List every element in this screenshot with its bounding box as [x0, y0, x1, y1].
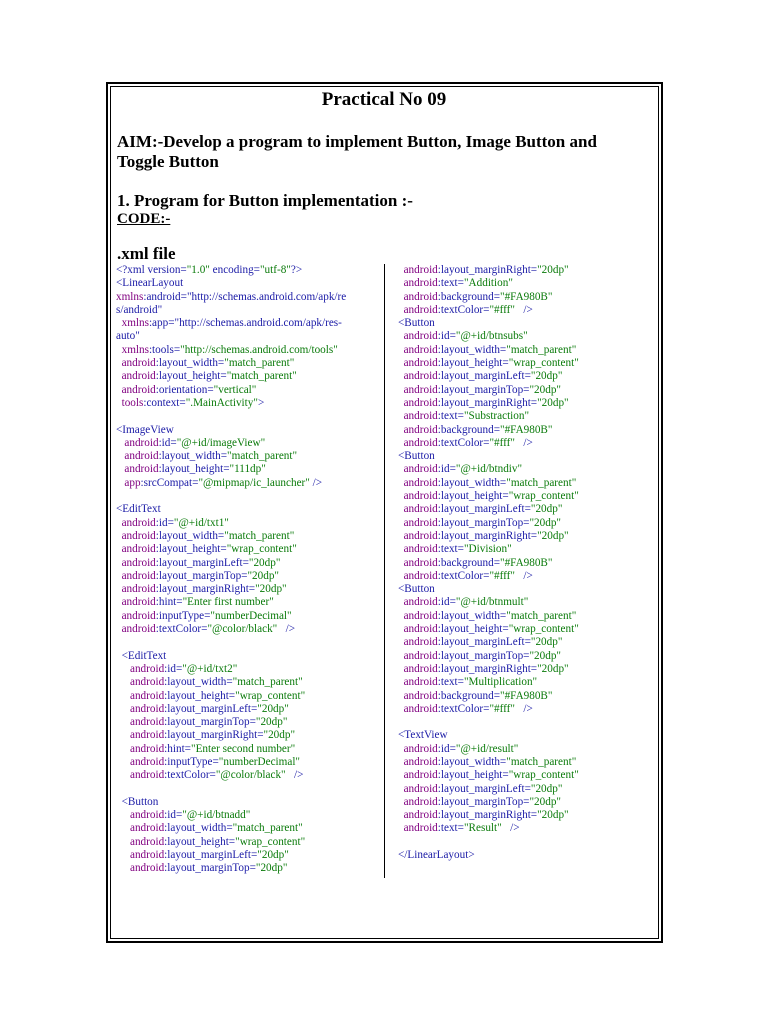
code-line: android:background="#FA980B" [403, 556, 553, 569]
code-line [116, 410, 346, 423]
code-line: <TextView [398, 729, 448, 742]
code-line: android:layout_width="match_parent" [403, 476, 577, 489]
code-line: android:textColor="@color/black" /> [129, 769, 304, 782]
code-line: auto" [116, 330, 140, 343]
code-line: android:id="@+id/btnmult" [403, 596, 529, 609]
code-line: xmlns:app="http://schemas.android.com/apk/res- [121, 317, 342, 330]
code-line: android:layout_marginTop="20dp" [403, 795, 561, 808]
code-line: android:text="Addition" [403, 277, 513, 290]
code-line: <?xml version="1.0" encoding="utf-8"?> [116, 264, 303, 276]
code-line: android:orientation="vertical" [121, 383, 257, 396]
page-title: Practical No 09 [321, 89, 447, 110]
code-line: android:background="#FA980B" [403, 423, 553, 436]
code-line: android:text="Result" /> [403, 822, 520, 835]
code-line: android:layout_marginTop="20dp" [403, 516, 561, 529]
file-label: .xml file [117, 244, 176, 263]
code-line: app:srcCompat="@mipmap/ic_launcher" /> [124, 476, 323, 489]
code-line: android:layout_height="match_parent" [121, 370, 297, 383]
code-line: android:text="Substraction" [403, 410, 530, 423]
code-line: android:layout_width="match_parent" [403, 755, 577, 768]
aim-heading: AIM:-Develop a program to implement Button, Image Button and Toggle Button [117, 132, 597, 171]
code-line: android:layout_width="match_parent" [403, 609, 577, 622]
code-line: android:layout_marginLeft="20dp" [129, 702, 289, 715]
code-line: android:layout_height="wrap_content" [121, 543, 297, 556]
code-line: <ImageView [116, 423, 174, 436]
code-line: android:layout_height="wrap_content" [403, 623, 579, 636]
code-line: android:layout_width="match_parent" [121, 529, 295, 542]
code-line: xmlns:android="http://schemas.android.com/apk/re [116, 290, 347, 303]
code-line: android:inputType="numberDecimal" [121, 609, 292, 622]
code-line: android:layout_marginRight="20dp" [121, 583, 287, 596]
code-line: android:layout_width="match_parent" [121, 357, 295, 370]
code-line: android:layout_height="wrap_content" [129, 689, 306, 702]
code-line: <Button [398, 317, 435, 330]
code-line: android:layout_marginRight="20dp" [403, 396, 569, 409]
code-line: android:id="@+id/txt2" [129, 662, 238, 675]
code-line: </LinearLayout> [398, 849, 475, 862]
code-line: android:background="#FA980B" [403, 689, 553, 702]
code-line [398, 716, 579, 729]
code-line: s/android" [116, 303, 163, 316]
code-line: android:id="@+id/imageView" [124, 436, 266, 449]
code-line: android:layout_marginRight="20dp" [129, 729, 296, 742]
code-line: android:textColor="#fff" /> [403, 436, 533, 449]
code-line: android:text="Multiplication" [403, 676, 538, 689]
code-line: xmlns:tools="http://schemas.android.com/tools" [121, 343, 338, 356]
code-line: android:hint="Enter second number" [129, 742, 296, 755]
code-line: android:layout_marginRight="20dp" [403, 529, 569, 542]
code-line: <LinearLayout [116, 277, 184, 290]
code-column-left [116, 264, 346, 876]
code-line: android:layout_marginLeft="20dp" [121, 556, 281, 569]
code-line: android:layout_height="wrap_content" [403, 769, 579, 782]
column-divider [384, 264, 385, 878]
code-line: android:layout_width="match_parent" [403, 343, 577, 356]
code-line: android:background="#FA980B" [403, 290, 553, 303]
code-line [398, 836, 579, 849]
code-line: android:layout_marginLeft="20dp" [403, 370, 563, 383]
code-line: android:textColor="#fff" /> [403, 702, 533, 715]
code-line: android:layout_width="match_parent" [124, 450, 298, 463]
code-line: android:id="@+id/result" [403, 742, 519, 755]
code-line: android:layout_height="wrap_content" [129, 835, 306, 848]
code-line: android:hint="Enter first number" [121, 596, 274, 609]
code-line [116, 490, 346, 503]
code-line: android:layout_marginTop="20dp" [403, 383, 561, 396]
code-line: android:layout_marginLeft="20dp" [403, 503, 563, 516]
code-line: android:layout_marginRight="20dp" [403, 662, 569, 675]
code-line: <EditText [121, 649, 167, 662]
code-line: android:textColor="@color/black" /> [121, 623, 296, 636]
code-line: android:layout_width="match_parent" [129, 676, 303, 689]
code-line: <Button [398, 583, 435, 596]
code-line: android:layout_height="111dp" [124, 463, 266, 476]
code-line: android:id="@+id/btnadd" [129, 809, 251, 822]
code-line: android:layout_height="wrap_content" [403, 490, 579, 503]
code-label: CODE:- [117, 211, 171, 227]
code-line: android:layout_marginRight="20dp" [403, 264, 569, 276]
code-line: android:layout_marginLeft="20dp" [403, 636, 563, 649]
code-column-right [398, 264, 579, 862]
code-line: <Button [121, 795, 159, 808]
code-line: <EditText [116, 503, 161, 516]
code-line: <Button [398, 450, 435, 463]
code-line: android:layout_marginLeft="20dp" [129, 849, 289, 862]
code-line [116, 783, 346, 796]
code-line: android:text="Division" [403, 543, 512, 556]
code-line [116, 636, 346, 649]
section-heading: 1. Program for Button implementation :- [117, 191, 413, 210]
code-line: android:layout_marginTop="20dp" [121, 569, 279, 582]
code-line: android:layout_marginRight="20dp" [403, 809, 569, 822]
code-line: android:inputType="numberDecimal" [129, 755, 300, 768]
code-line: android:textColor="#fff" /> [403, 569, 533, 582]
code-line: android:id="@+id/txt1" [121, 516, 229, 529]
code-line: android:layout_marginTop="20dp" [129, 862, 288, 875]
code-line: android:textColor="#fff" /> [403, 303, 533, 316]
code-line: android:layout_marginLeft="20dp" [403, 782, 563, 795]
code-line: android:id="@+id/btndiv" [403, 463, 523, 476]
code-line: android:layout_marginTop="20dp" [129, 716, 288, 729]
code-line: tools:context=".MainActivity"> [121, 396, 265, 409]
code-line: android:id="@+id/btnsubs" [403, 330, 528, 343]
code-line: android:layout_width="match_parent" [129, 822, 303, 835]
code-line: android:layout_marginTop="20dp" [403, 649, 561, 662]
code-line: android:layout_height="wrap_content" [403, 357, 579, 370]
